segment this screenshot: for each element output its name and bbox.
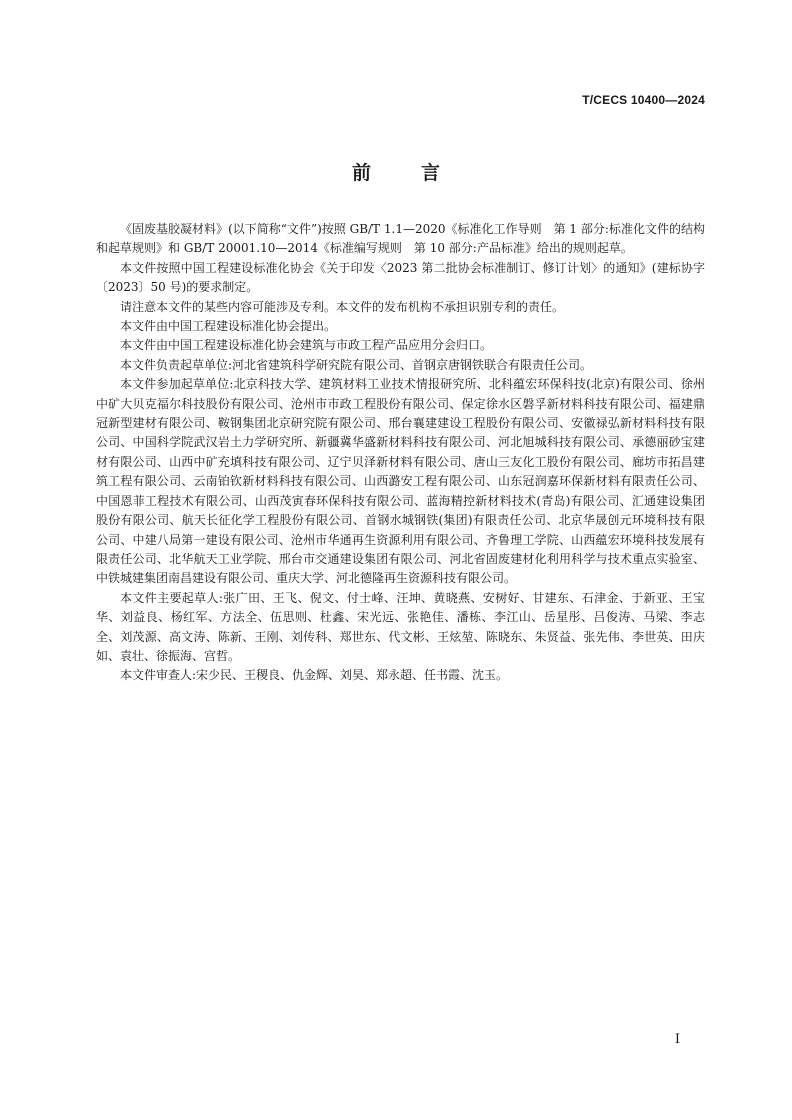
page-title: 前言 <box>351 162 490 184</box>
paragraph-participating-units: 本文件参加起草单位:北京科技大学、建筑材料工业技术情报研究所、北科蕴宏环保科技(北京)有限公司、徐州中矿大贝克福尔科技股份有限公司、沧州市市政工程股份有限公司、保定徐水区磐孚新材料科技有限公司、福建鼎冠新型建材有限公司、鞍钢集团北京研究院有限公司、邢台襄建建设工程股份有限公司、安徽禄弘新材料科技有限公司、中国科学院武汉岩土力学研究所、新疆冀华盛新材料科技有限公司、河北旭城科技有限公司、承德丽砂宝建材有限公司、山西中矿充填科技有限公司、辽宁贝泽新材料有限公司、唐山三友化工股份有限公司、廊坊市拓昌建筑工程有限公司、云南铂钦新材料科技有限公司、山西潞安工程有限公司、山东冠润嘉环保新材料有限责任公司、中国恩菲工程技术有限公司、山西茂寅春环保科技有限公司、蓝海精控新材料技术(青岛)有限公司、汇通建设集团股份有限公司、航天长征化学工程股份有限公司、首钢水城钢铁(集团)有限责任公司、北京华晟创元环境科技有限公司、中建八局第一建设有限公司、沧州市华通再生资源利用有限公司、齐鲁理工学院、山西蕴宏环境科技发展有限责任公司、北华航天工业学院、邢台市交通建设集团有限公司、河北省固废建材化利用科学与技术重点实验室、中铁城建集团南昌建设有限公司、重庆大学、河北德隆再生资源科技有限公司。 <box>96 377 705 586</box>
paragraph-administrator: 本文件由中国工程建设标准化协会建筑与市政工程产品应用分会归口。 <box>120 338 493 353</box>
page-number: I <box>674 1032 680 1047</box>
standard-code: T/CECS 10400—2024 <box>582 93 705 107</box>
foreword-body <box>96 220 705 686</box>
paragraph-patent-notice: 请注意本文件的某些内容可能涉及专利。本文件的发布机构不承担识别专利的责任。 <box>120 299 565 314</box>
paragraph-reviewers: 本文件审查人:宋少民、王稷良、仇金辉、刘昊、郑永超、任书霞、沈玉。 <box>120 668 509 683</box>
paragraph-drafting-rules: 《固废基胶凝材料》(以下简称“文件”)按照 GB/T 1.1—2020《标准化工作导则 第 1 部分:标准化文件的结构和起草规则》和 GB/T 20001.10—2014《标准编写规则 第 10 部分:产品标准》给出的规则起草。 <box>96 222 705 256</box>
paragraph-main-drafters: 本文件主要起草人:张广田、王飞、倪文、付士峰、汪坤、黄晓燕、安树好、甘建东、石津金、于新亚、王宝华、刘益良、杨红军、方法全、伍思则、杜鑫、宋光远、张艳佳、潘栋、李江山、岳星彤、吕俊涛、马梁、李志全、刘茂源、高文涛、陈新、王刚、刘传科、郑世东、代文彬、王炫堃、陈晓东、朱贤益、张先伟、李世英、田庆如、袁壮、徐振海、宫哲。 <box>96 590 705 663</box>
paragraph-proposer: 本文件由中国工程建设标准化协会提出。 <box>120 319 337 334</box>
paragraph-lead-drafters: 本文件负责起草单位:河北省建筑科学研究院有限公司、首钢京唐钢铁联合有限责任公司。 <box>120 357 593 372</box>
paragraph-plan-notice: 本文件按照中国工程建设标准化协会《关于印发〈2023 第二批协会标准制订、修订计划〉的通知》(建标协字〔2023〕50 号)的要求制定。 <box>96 260 705 295</box>
